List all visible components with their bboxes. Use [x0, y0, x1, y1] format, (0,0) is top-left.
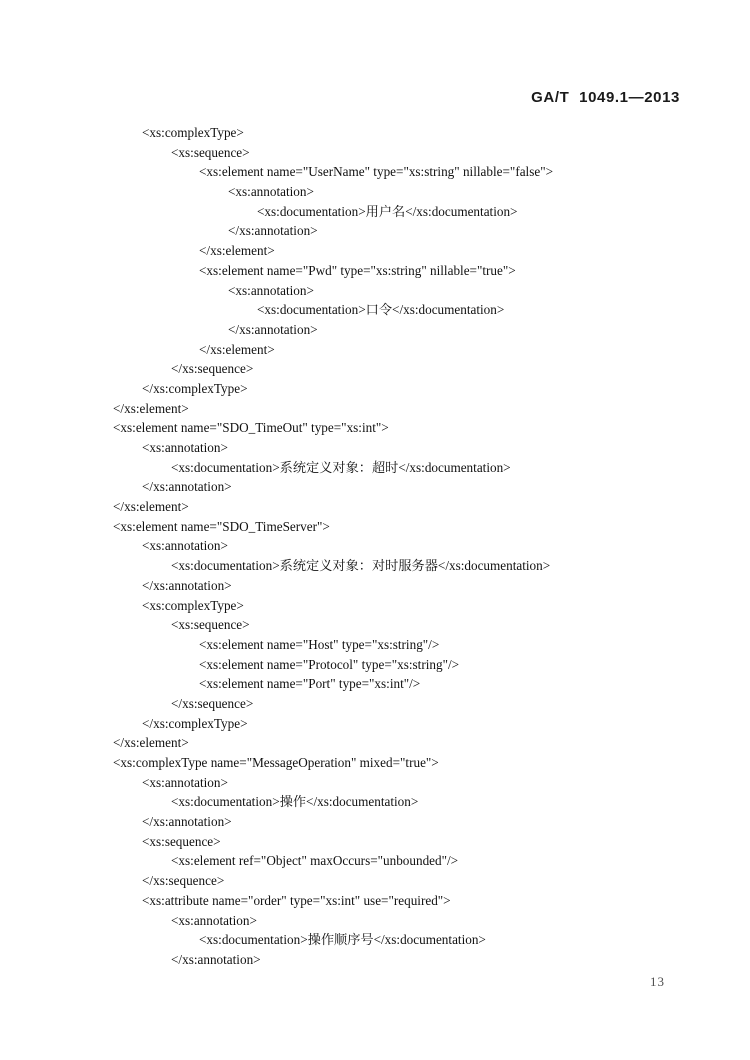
- code-line: </xs:complexType>: [142, 715, 248, 731]
- code-line: <xs:element name="Port" type="xs:int"/>: [199, 676, 421, 692]
- code-line: </xs:element>: [113, 499, 189, 515]
- code-line: <xs:documentation>系统定义对象：超时</xs:documentation>: [171, 459, 511, 475]
- code-line: <xs:sequence>: [171, 144, 250, 160]
- code-line: <xs:sequence>: [171, 617, 250, 633]
- code-line: <xs:annotation>: [142, 538, 228, 554]
- code-line: <xs:documentation>系统定义对象：对时服务器</xs:documentation>: [171, 558, 551, 574]
- code-line: </xs:annotation>: [171, 951, 261, 967]
- code-line: </xs:sequence>: [171, 695, 254, 711]
- code-line: <xs:annotation>: [228, 282, 314, 298]
- code-line: </xs:annotation>: [142, 479, 232, 495]
- code-line: <xs:complexType>: [142, 597, 244, 613]
- code-line: <xs:element name="SDO_TimeOut" type="xs:int">: [113, 420, 389, 436]
- page-footer: [650, 974, 665, 990]
- code-line: <xs:element ref="Object" maxOccurs="unbounded"/>: [171, 853, 459, 869]
- code-line: </xs:element>: [113, 735, 189, 751]
- code-line: <xs:annotation>: [171, 912, 257, 928]
- standard-number: GA/T 1049.1—2013: [531, 89, 680, 106]
- code-line: <xs:documentation>操作</xs:documentation>: [171, 794, 419, 810]
- code-line: </xs:annotation>: [142, 577, 232, 593]
- code-line: </xs:sequence>: [142, 873, 225, 889]
- code-line: <xs:element name="Protocol" type="xs:string"/>: [199, 656, 460, 672]
- code-line: <xs:annotation>: [142, 774, 228, 790]
- code-line: <xs:annotation>: [142, 440, 228, 455]
- xml-code-block: [113, 123, 720, 970]
- code-line: </xs:element>: [199, 341, 275, 357]
- code-line: </xs:element>: [113, 400, 189, 416]
- code-line: <xs:documentation>口令</xs:documentation>: [257, 302, 505, 318]
- code-line: </xs:annotation>: [142, 814, 232, 830]
- code-line: <xs:complexType>: [142, 125, 244, 140]
- code-line: </xs:element>: [199, 243, 275, 259]
- code-line: <xs:element name="SDO_TimeServer">: [113, 518, 330, 534]
- page-header: [531, 89, 680, 106]
- code-line: <xs:sequence>: [142, 833, 221, 849]
- code-line: </xs:complexType>: [142, 380, 248, 396]
- code-line: <xs:documentation>用户名</xs:documentation>: [257, 203, 518, 219]
- code-line: </xs:sequence>: [171, 361, 254, 377]
- code-line: </xs:annotation>: [228, 223, 318, 239]
- page-number: 13: [650, 974, 665, 989]
- code-line: <xs:attribute name="order" type="xs:int" use="required">: [142, 892, 451, 908]
- code-line: <xs:documentation>操作顺序号</xs:documentation>: [199, 932, 486, 948]
- code-line: <xs:element name="Pwd" type="xs:string" nillable="true">: [199, 262, 516, 278]
- code-line: </xs:annotation>: [228, 321, 318, 337]
- code-line: <xs:complexType name="MessageOperation" mixed="true">: [113, 755, 439, 770]
- code-line: <xs:annotation>: [228, 184, 314, 200]
- code-line: <xs:element name="Host" type="xs:string"/>: [199, 636, 440, 652]
- code-line: <xs:element name="UserName" type="xs:string" nillable="false">: [199, 164, 554, 180]
